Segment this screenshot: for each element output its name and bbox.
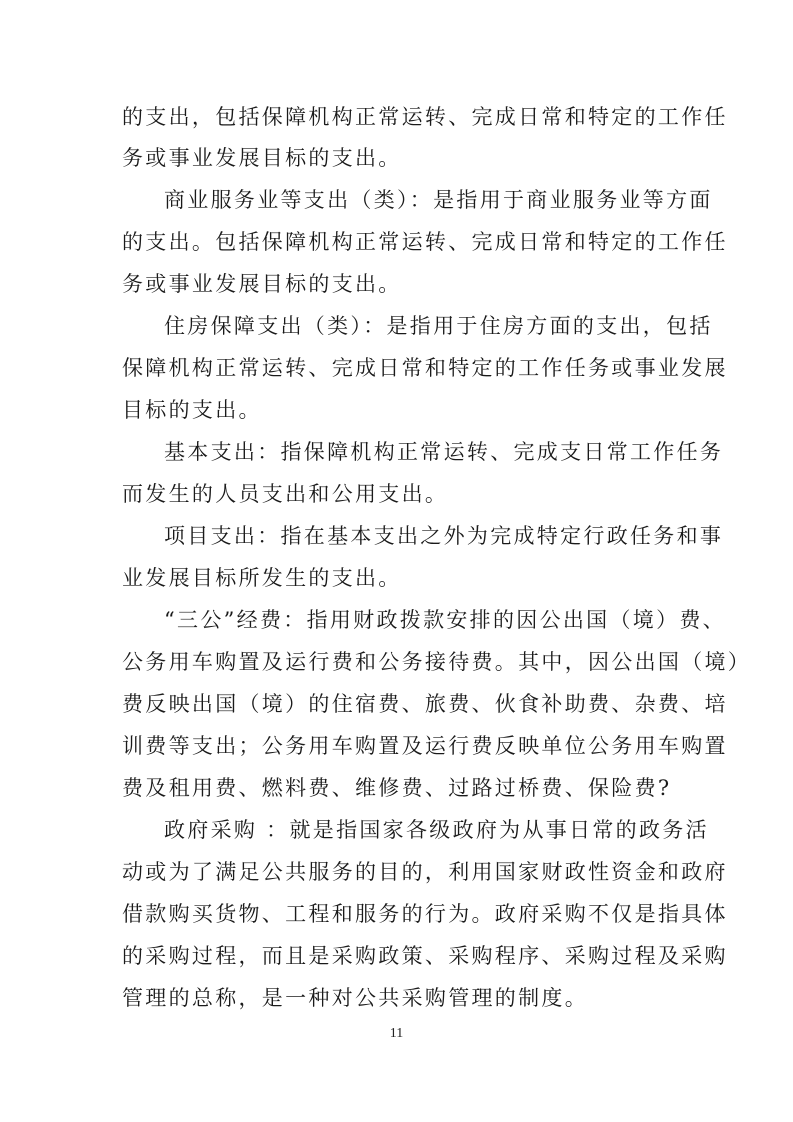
paragraph-first-line: 商业服务业等支出（类）：是指用于商业服务业等方面 xyxy=(164,188,713,212)
paragraph-first-line: 项目支出：指在基本支出之外为完成特定行政任务和事 xyxy=(164,524,724,548)
text-line: 借款购买货物、工程和服务的行为。政府采购不仅是指具体 xyxy=(122,902,728,926)
text-line: 而发生的人员支出和公用支出。 xyxy=(122,482,449,506)
text-line: 动或为了满足公共服务的目的，利用国家财政性资金和政府 xyxy=(122,860,728,884)
paragraph-first-line: 基本支出：指保障机构正常运转、完成支日常工作任务 xyxy=(164,440,724,464)
text-line: 的支出。包括保障机构正常运转、完成日常和特定的工作任 xyxy=(122,230,728,254)
paragraph-first-line: 住房保障支出（类）：是指用于住房方面的支出，包括 xyxy=(164,314,713,338)
text-line: 的支出，包括保障机构正常运转、完成日常和特定的工作任 xyxy=(122,105,728,129)
text-line: 管理的总称，是一种对公共采购管理的制度。 xyxy=(122,986,588,1010)
paragraph-first-line: 政府采购 ：就是指国家各级政府为从事日常的政务活 xyxy=(164,818,709,842)
text-line: 公务用车购置及运行费和公务接待费。其中，因公出国（境） xyxy=(122,650,752,674)
text-line: 业发展目标所发生的支出。 xyxy=(122,566,402,590)
text-line: 保障机构正常运转、完成日常和特定的工作任务或事业发展 xyxy=(122,356,728,380)
text-line: 目标的支出。 xyxy=(122,398,262,422)
text-line: 务或事业发展目标的支出。 xyxy=(122,272,402,296)
paragraph-first-line: “三公”经费：指用财政拨款安排的因公出国（境）费、 xyxy=(164,608,726,632)
text-line: 费反映出国（境）的住宿费、旅费、伙食补助费、杂费、培 xyxy=(122,692,728,716)
page-number: 11 xyxy=(389,1026,404,1041)
text-line: 训费等支出；公务用车购置及运行费反映单位公务用车购置 xyxy=(122,734,728,758)
text-line: 费及租用费、燃料费、维修费、过路过桥费、保险费? xyxy=(122,776,672,800)
text-line: 的采购过程，而且是采购政策、采购程序、采购过程及采购 xyxy=(122,944,728,968)
text-line: 务或事业发展目标的支出。 xyxy=(122,146,402,170)
